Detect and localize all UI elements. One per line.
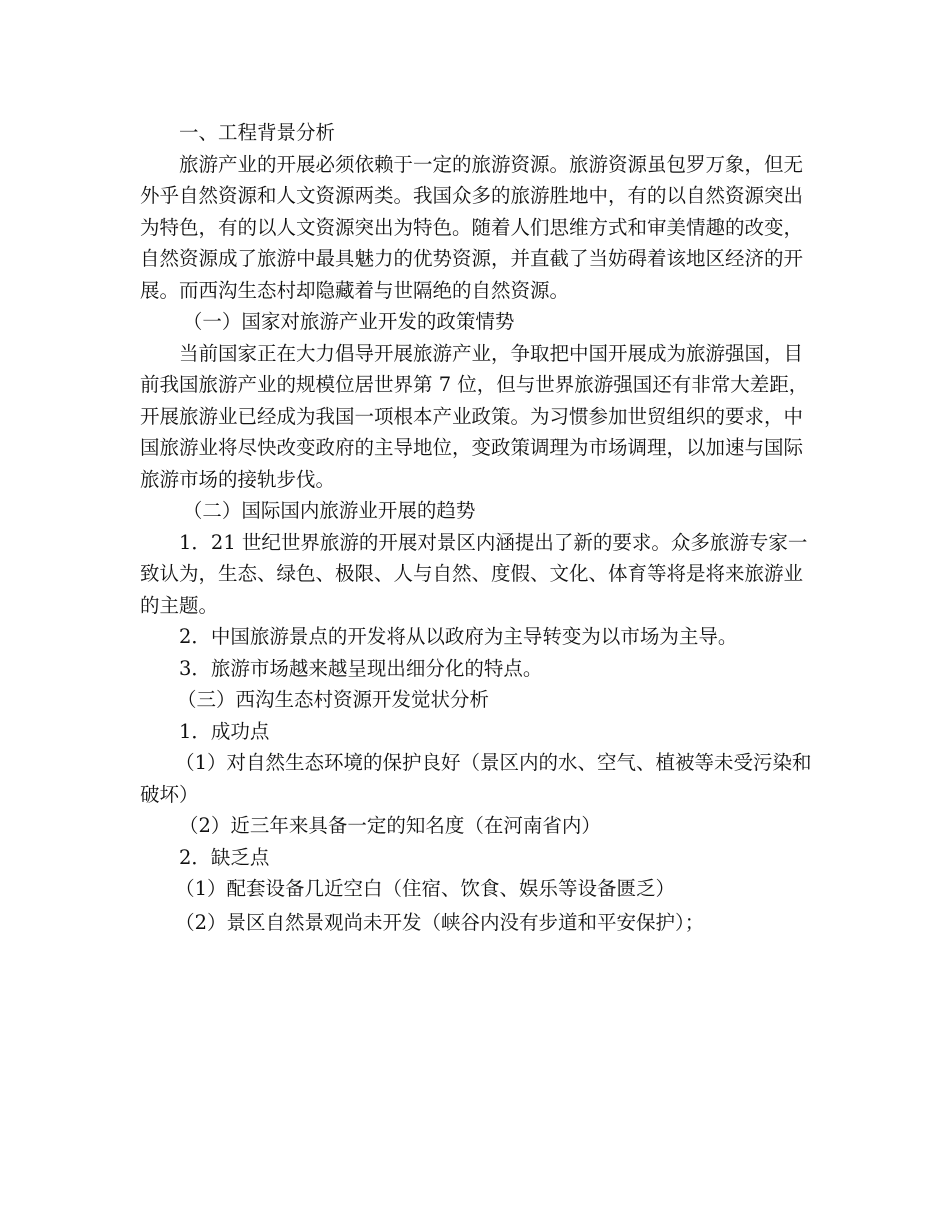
list-item: （1）配套设备几近空白（住宿、饮食、娱乐等设备匮乏） [175, 877, 676, 900]
section-heading: 一、工程背景分析 [179, 121, 336, 144]
list-heading: 2．缺乏点 [179, 845, 270, 869]
document-body [140, 116, 820, 938]
subsection-heading: （一）国家对旅游产业开发的政策情势 [182, 310, 515, 333]
list-item: 2．中国旅游景点的开发将从以政府为主导转变为以市场为主导。 [179, 625, 738, 648]
list-item: （2）景区自然景观尚未开发（峡谷内没有步道和平安保护）； [175, 910, 705, 934]
subsection-heading: （二）国际国内旅游业开展的趋势 [182, 499, 476, 522]
list-item: （1）对自然生态环境的保护良好（景区内的水、空气、植被等未受污染和破坏） [140, 751, 812, 806]
list-item: 3．旅游市场越来越呈现出细分化的特点。 [179, 656, 543, 680]
list-item: 1．21 世纪世界旅游的开展对景区内涵提出了新的要求。众多旅游专家一致认为，生态、绿色、极限、人与自然、度假、文化、体育等将是将来旅游业的主题。 [140, 530, 808, 617]
paragraph: 旅游产业的开展必须依赖于一定的旅游资源。旅游资源虽包罗万象，但无外乎自然资源和人文资源两类。我国众多的旅游胜地中，有的以自然资源突出为特色，有的以人文资源突出为特色。随着人们思维方式和审美情趣的改变，自然资源成了旅游中最具魅力的优势资源，并直截了当妨碍着该地区经济的开展。而西沟生态村却隐藏着与世隔绝的自然资源。 [140, 152, 804, 302]
list-heading: 1．成功点 [179, 719, 270, 743]
subsection-heading: （三）西沟生态村资源开发觉状分析 [177, 688, 490, 711]
paragraph: 当前国家正在大力倡导开展旅游产业，争取把中国开展成为旅游强国，目前我国旅游产业的规模位居世界第 7 位，但与世界旅游强国还有非常大差距，开展旅游业已经成为我国一项根本产业政策。为习惯参加世贸组织的要求，中国旅游业将尽快改变政府的主导地位，变政策调理为市场调理，以加速与国际旅游市场的接轨步伐。 [140, 341, 809, 491]
list-item: （2）近三年来具备一定的知名度（在河南省内） [179, 814, 601, 837]
